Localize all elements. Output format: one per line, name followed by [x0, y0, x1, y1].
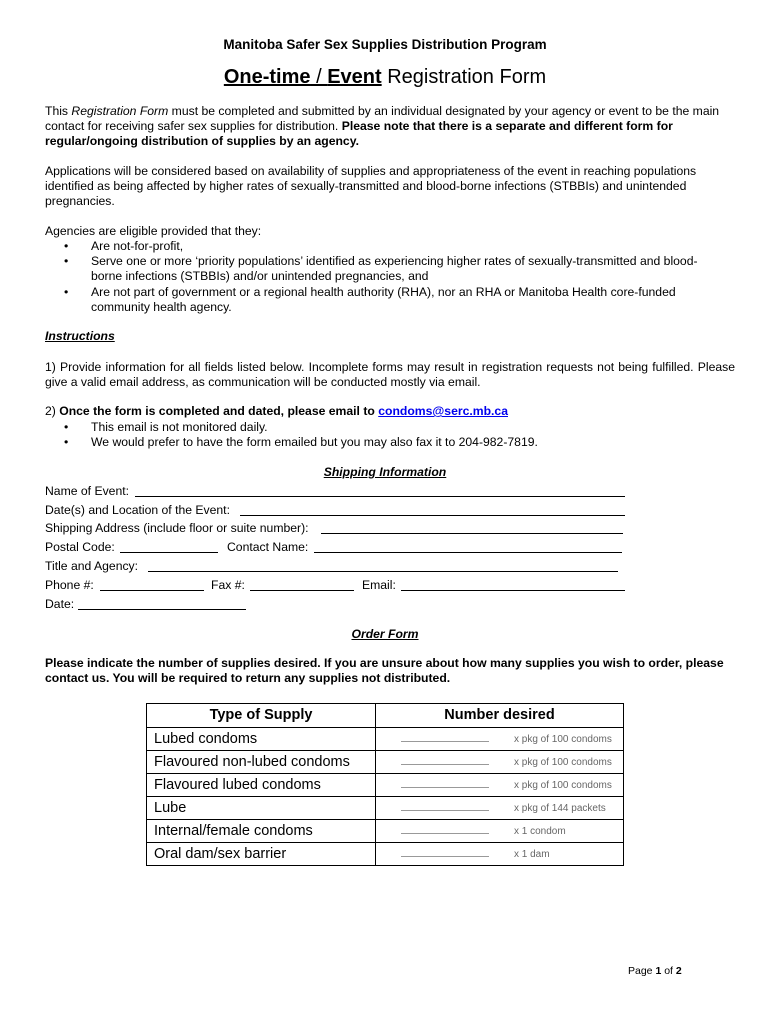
- table-row: [147, 774, 624, 797]
- supply-name: Lubed condoms: [147, 728, 376, 751]
- phone-field[interactable]: [100, 590, 204, 591]
- step2-item: [64, 420, 734, 435]
- postal-code-label: Postal Code:: [45, 540, 115, 554]
- supply-unit: x pkg of 100 condoms: [514, 734, 612, 745]
- quantity-field[interactable]: [401, 764, 489, 765]
- table-row: [147, 843, 624, 866]
- dates-location-field[interactable]: [240, 515, 625, 516]
- bullet-icon: •: [64, 435, 69, 449]
- table-row: [147, 751, 624, 774]
- dates-location-label: Date(s) and Location of the Event:: [45, 503, 230, 517]
- eligibility-item: [64, 285, 734, 315]
- quantity-field[interactable]: [401, 810, 489, 811]
- instructions-step1: 1) Provide information for all fields listed below. Incomplete forms may result in registration requests not being fulfilled. Please give a valid email address, as communication will be conducted mostly via email.: [45, 360, 735, 389]
- eligibility-item-text: Are not-for-profit,: [91, 239, 184, 253]
- intro-paragraph: [45, 104, 735, 149]
- supply-unit: x pkg of 100 condoms: [514, 757, 612, 768]
- postal-code-field[interactable]: [120, 552, 218, 553]
- program-title: Manitoba Safer Sex Supplies Distribution Program: [223, 37, 547, 52]
- date-field[interactable]: [78, 609, 246, 610]
- supply-unit: x pkg of 144 packets: [514, 803, 606, 814]
- col-number-header: Number desired: [376, 704, 624, 728]
- instructions-heading: Instructions: [45, 329, 115, 343]
- title-agency-field[interactable]: [148, 571, 618, 572]
- eligibility-item-text: Are not part of government or a regional health authority (RHA), nor an RHA or Manitoba Health core-funded community health agency.: [91, 285, 676, 314]
- step2-text: Once the form is completed and dated, please email to: [59, 404, 379, 418]
- supply-name: Flavoured non-lubed condoms: [147, 751, 376, 774]
- form-title: [0, 65, 770, 89]
- shipping-address-label: Shipping Address (include floor or suite number):: [45, 521, 309, 535]
- quantity-field[interactable]: [401, 787, 489, 788]
- bullet-icon: •: [64, 420, 69, 434]
- col-type-header: Type of Supply: [147, 704, 376, 728]
- contact-name-label: Contact Name:: [227, 540, 309, 554]
- email-label: Email:: [362, 578, 396, 592]
- table-header-row: [147, 704, 624, 728]
- shipping-heading: Shipping Information: [323, 465, 447, 479]
- page-number: [628, 964, 682, 979]
- quantity-field[interactable]: [401, 833, 489, 834]
- supply-name: Oral dam/sex barrier: [147, 843, 376, 866]
- supply-table: [146, 703, 624, 866]
- supply-name: Internal/female condoms: [147, 820, 376, 843]
- email-field[interactable]: [401, 590, 625, 591]
- intro-text-a: This: [45, 104, 72, 118]
- bullet-icon: •: [64, 285, 69, 299]
- form-title-rest: Registration Form: [381, 66, 547, 88]
- order-heading: Order Form: [351, 627, 419, 641]
- supply-amount-cell: [376, 820, 624, 843]
- shipping-address-field[interactable]: [321, 533, 623, 534]
- name-of-event-field[interactable]: [135, 496, 625, 497]
- fax-label: Fax #:: [211, 578, 245, 592]
- quantity-field[interactable]: [401, 741, 489, 742]
- title-agency-label: Title and Agency:: [45, 559, 139, 573]
- form-title-event: Event: [327, 66, 382, 88]
- supply-name: Flavoured lubed condoms: [147, 774, 376, 797]
- page-total: 2: [675, 965, 682, 977]
- instructions-step2: [45, 404, 735, 419]
- step2-number: 2): [45, 404, 60, 418]
- step2-item-text: This email is not monitored daily.: [91, 420, 268, 434]
- phone-label: Phone #:: [45, 578, 94, 592]
- applications-paragraph: Applications will be considered based on availability of supplies and appropriateness of the event in reaching populations identified as being affected by higher rates of sexually-transmitted and blood-borne infections (STBBIs) and unintended pregnancies.: [45, 164, 697, 208]
- eligibility-item-text: Serve one or more ‘priority populations’ identified as experiencing higher rates of sexually-transmitted and blood-borne infections (STBBIs) and/or unintended pregnancies, and: [91, 254, 698, 283]
- date-label: Date:: [45, 597, 75, 611]
- intro-text-b: Registration Form: [71, 104, 169, 118]
- step2-item-text: We would prefer to have the form emailed but you may also fax it to 204-982-7819.: [91, 435, 538, 449]
- bullet-icon: •: [64, 239, 69, 253]
- supply-amount-cell: [376, 728, 624, 751]
- intro-text-c: must be completed and submitted by an individual designated by your agency or event to be the main contact for receiving safer sex supplies for distribution.: [45, 104, 720, 133]
- supply-amount-cell: [376, 751, 624, 774]
- eligibility-lead: Agencies are eligible provided that they:: [45, 224, 262, 238]
- supply-amount-cell: [376, 843, 624, 866]
- page-current: 1: [655, 965, 662, 977]
- intro-text-d: Please note that there is a separate and different form for regular/ongoing distribution of supplies by an agency.: [45, 119, 673, 148]
- form-title-onetime: One-time: [223, 66, 311, 88]
- step2-item: [64, 435, 734, 450]
- quantity-field[interactable]: [401, 856, 489, 857]
- supply-amount-cell: [376, 797, 624, 820]
- table-row: [147, 797, 624, 820]
- page-of: of: [661, 965, 676, 977]
- supply-amount-cell: [376, 774, 624, 797]
- form-title-slash: /: [310, 66, 328, 88]
- page-label: Page: [628, 965, 656, 977]
- supply-unit: x 1 dam: [514, 849, 550, 860]
- eligibility-item: [64, 254, 734, 284]
- fax-field[interactable]: [250, 590, 354, 591]
- bullet-icon: •: [64, 254, 69, 268]
- order-note: Please indicate the number of supplies desired. If you are unsure about how many supplies you wish to order, please contact us. You will be required to return any supplies not distributed.: [45, 656, 724, 685]
- table-row: [147, 820, 624, 843]
- name-of-event-label: Name of Event:: [45, 484, 129, 498]
- table-row: [147, 728, 624, 751]
- email-link[interactable]: condoms@serc.mb.ca: [378, 404, 508, 418]
- supply-unit: x 1 condom: [514, 826, 566, 837]
- eligibility-item: [64, 239, 734, 254]
- contact-name-field[interactable]: [314, 552, 622, 553]
- supply-unit: x pkg of 100 condoms: [514, 780, 612, 791]
- supply-name: Lube: [147, 797, 376, 820]
